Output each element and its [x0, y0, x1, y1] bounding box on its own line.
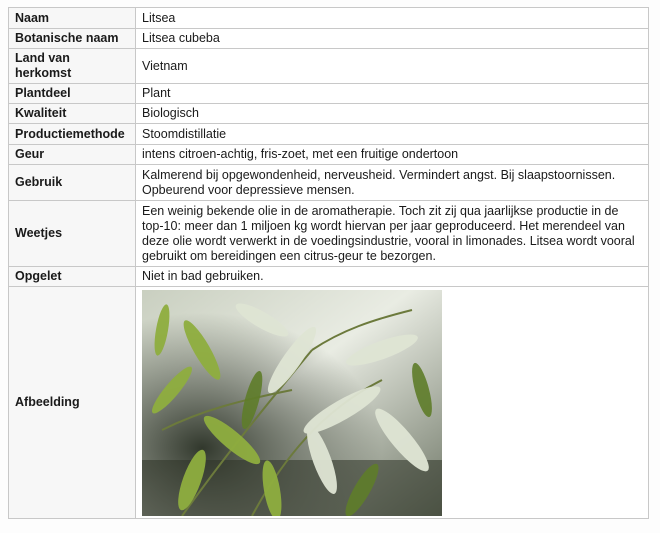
label-plantdeel: Plantdeel [9, 84, 136, 104]
label-geur: Geur [9, 145, 136, 165]
row-geur [9, 145, 649, 165]
value-geur: intens citroen-achtig, fris-zoet, met een fruitige ondertoon [136, 145, 649, 165]
label-botanische-naam: Botanische naam [9, 29, 136, 49]
row-productiemethode [9, 124, 649, 145]
value-botanische-naam: Litsea cubeba [136, 29, 649, 49]
row-naam [9, 8, 649, 29]
value-opgelet: Niet in bad gebruiken. [136, 267, 649, 287]
value-land-van-herkomst: Vietnam [136, 49, 649, 84]
row-gebruik [9, 165, 649, 201]
plant-info-table [8, 7, 649, 519]
label-weetjes: Weetjes [9, 201, 136, 267]
row-afbeelding [9, 287, 649, 519]
label-opgelet: Opgelet [9, 267, 136, 287]
value-kwaliteit: Biologisch [136, 104, 649, 124]
litsea-plant-photo [142, 290, 442, 516]
row-kwaliteit [9, 104, 649, 124]
label-land-van-herkomst: Land van herkomst [9, 49, 136, 84]
row-land-van-herkomst [9, 49, 649, 84]
value-weetjes: Een weinig bekende olie in de aromatherapie. Toch zit zij qua jaarlijkse productie in de top-10: meer dan 1 miljoen kg wordt hiervan per jaar geproduceerd. Het merendeel van deze olie wordt verwerkt in de voedingsindustrie, vooral in limonades. Litsea wordt vooral gebruikt om bereidingen een citrus-geur te bezorgen. [136, 201, 649, 267]
row-opgelet [9, 267, 649, 287]
row-botanische-naam [9, 29, 649, 49]
label-gebruik: Gebruik [9, 165, 136, 201]
label-kwaliteit: Kwaliteit [9, 104, 136, 124]
value-naam: Litsea [136, 8, 649, 29]
row-plantdeel [9, 84, 649, 104]
label-afbeelding: Afbeelding [9, 287, 136, 519]
label-naam: Naam [9, 8, 136, 29]
value-plantdeel: Plant [136, 84, 649, 104]
label-productiemethode: Productiemethode [9, 124, 136, 145]
row-weetjes [9, 201, 649, 267]
value-productiemethode: Stoomdistillatie [136, 124, 649, 145]
value-afbeelding [136, 287, 649, 519]
value-gebruik: Kalmerend bij opgewondenheid, nerveusheid. Vermindert angst. Bij slaapstoornissen. Opbeurend voor depressieve mensen. [136, 165, 649, 201]
